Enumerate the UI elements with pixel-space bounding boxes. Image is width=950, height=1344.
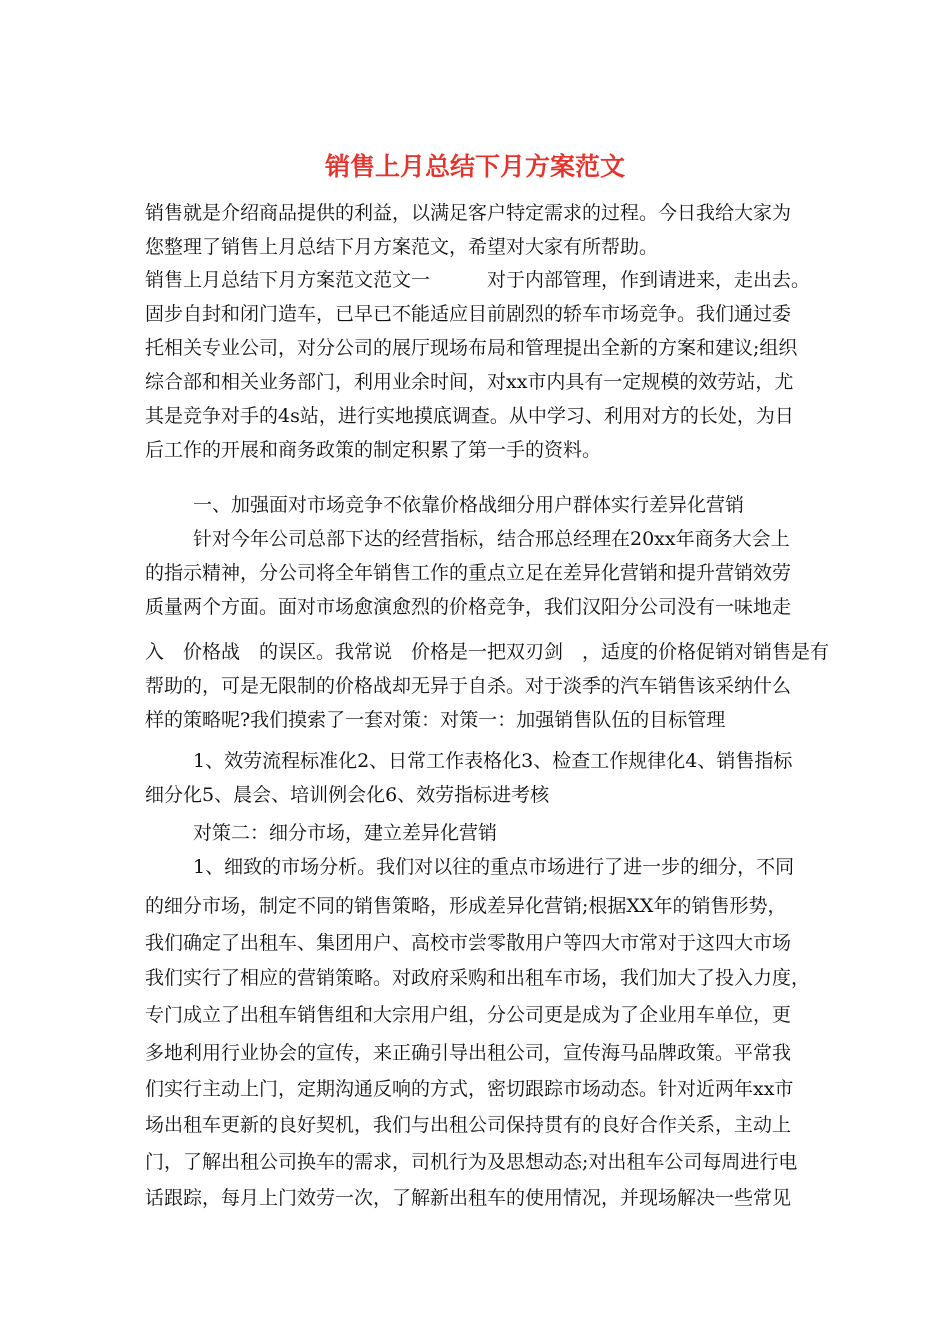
paragraph-line: 针对今年公司总部下达的经营指标，结合邢总经理在20xx年商务大会上: [193, 528, 790, 550]
section-heading: 一、加强面对市场竞争不依靠价格战细分用户群体实行差异化营销: [193, 494, 745, 516]
paragraph-line: 入 价格战 的误区。我常说 价格是一把双刃剑 ，适度的价格促销对销售是有: [145, 641, 830, 663]
paragraph-line: 您整理了销售上月总结下月方案范文，希望对大家有所帮助。: [145, 236, 659, 258]
paragraph-line: 门，了解出租公司换车的需求，司机行为及思想动态;对出租车公司每周进行电: [145, 1151, 798, 1173]
paragraph-line: 销售上月总结下月方案范文范文一 对于内部管理，作到请进来，走出去。: [145, 269, 811, 291]
paragraph-line: 场出租车更新的良好契机，我们与出租公司保持贯有的良好合作关系，主动上: [145, 1114, 792, 1136]
document-title: 销售上月总结下月方案范文: [324, 152, 625, 181]
paragraph-line: 专门成立了出租车销售组和大宗用户组，分公司更是成为了企业用车单位，更: [145, 1004, 792, 1026]
paragraph-line: 综合部和相关业务部门，利用业余时间，对xx市内具有一定规模的效劳站，尤: [145, 371, 794, 393]
paragraph-line: 质量两个方面。面对市场愈演愈烈的价格竞争，我们汉阳分公司没有一味地走: [145, 596, 792, 618]
paragraph-line: 销售就是介绍商品提供的利益，以满足客户特定需求的过程。今日我给大家为: [145, 202, 792, 224]
list-line: 1、效劳流程标准化2、日常工作表格化3、检查工作规律化4、销售指标: [193, 750, 793, 772]
paragraph-line: 其是竞争对手的4s站，进行实地摸底调查。从中学习、利用对方的长处，为日: [145, 405, 794, 427]
paragraph-line: 们实行主动上门，定期沟通反响的方式，密切跟踪市场动态。针对近两年xx市: [145, 1078, 794, 1100]
paragraph-line: 多地利用行业协会的宣传，来正确引导出租公司，宣传海马品牌政策。平常我: [145, 1042, 792, 1064]
paragraph-line: 后工作的开展和商务政策的制定积累了第一手的资料。: [145, 439, 602, 461]
paragraph-line: 托相关专业公司，对分公司的展厅现场布局和管理提出全新的方案和建议;组织: [145, 337, 798, 359]
list-line: 细分化5、晨会、培训例会化6、效劳指标进考核: [145, 784, 550, 806]
paragraph-line: 帮助的，可是无限制的价格战却无异于自杀。对于淡季的汽车销售该采纳什么: [145, 675, 792, 697]
paragraph-line: 的细分市场，制定不同的销售策略，形成差异化营销;根据XX年的销售形势，: [145, 895, 787, 917]
paragraph-line: 样的策略呢?我们摸索了一套对策：对策一：加强销售队伍的目标管理: [145, 709, 726, 731]
paragraph-line: 的指示精神，分公司将全年销售工作的重点立足在差异化营销和提升营销效劳: [145, 562, 792, 584]
section-heading: 对策二：细分市场，建立差异化营销: [193, 822, 498, 844]
paragraph-line: 话跟踪，每月上门效劳一次，了解新出租车的使用情况，并现场解决一些常见: [145, 1187, 792, 1209]
paragraph-line: 固步自封和闭门造车，已早已不能适应目前剧烈的轿车市场竞争。我们通过委: [145, 303, 792, 325]
paragraph-line: 我们确定了出租车、集团用户、高校市尝零散用户等四大市常对于这四大市场: [145, 932, 792, 954]
paragraph-line: 我们实行了相应的营销策略。对政府采购和出租车市场，我们加大了投入力度，: [145, 967, 811, 989]
paragraph-line: 1、细致的市场分析。我们对以往的重点市场进行了进一步的细分，不同: [193, 856, 795, 878]
